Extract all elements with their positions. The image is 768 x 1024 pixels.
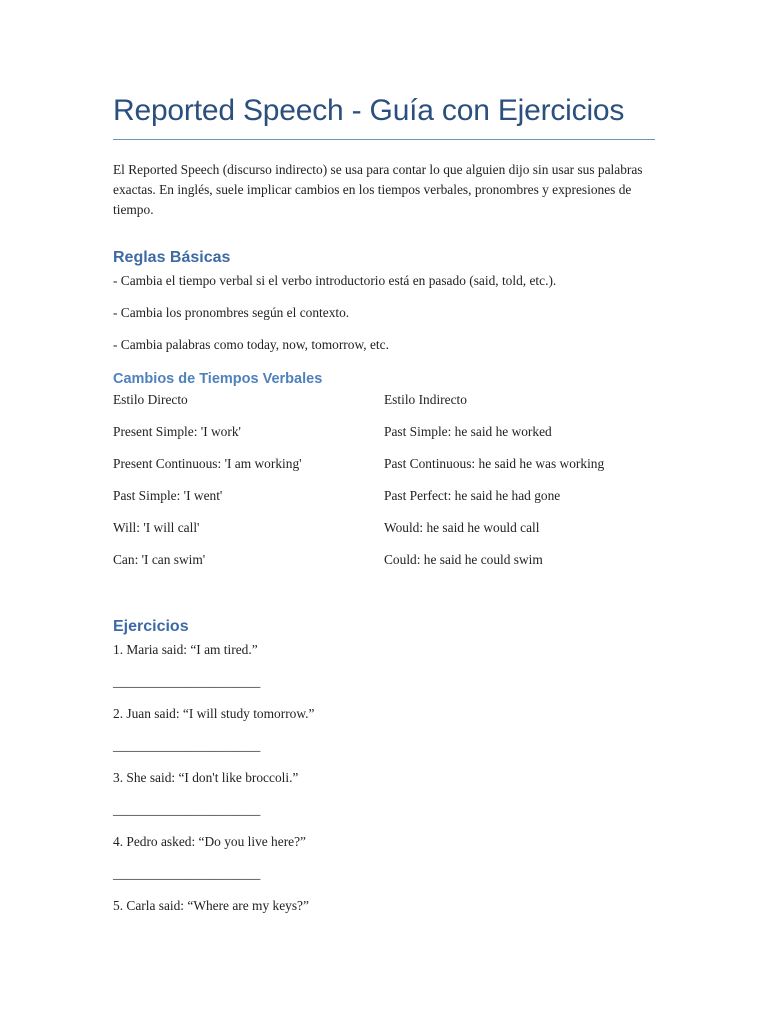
table-header-row xyxy=(113,392,655,424)
exercises-heading: Ejercicios xyxy=(113,618,189,635)
answer-blank[interactable]: ______________________ xyxy=(113,802,261,817)
exercise-item: 2. Juan said: “I will study tomorrow.” xyxy=(113,706,315,721)
table-cell: Present Simple: 'I work' xyxy=(113,424,241,439)
table-row xyxy=(113,424,655,456)
table-row xyxy=(113,552,655,584)
table-row xyxy=(113,456,655,488)
rule-item: - Cambia los pronombres según el contexto. xyxy=(113,305,350,320)
table-cell: Can: 'I can swim' xyxy=(113,552,206,567)
tenses-heading: Cambios de Tiempos Verbales xyxy=(113,371,323,387)
title-underline xyxy=(113,139,655,140)
intro-paragraph: El Reported Speech (discurso indirecto) se usa para contar lo que alguien dijo sin usar sus palabras exactas. En inglés, suele implicar cambios en los tiempos verbales, pronombres y expresiones de tiempo. xyxy=(113,162,643,217)
exercise-item: 4. Pedro asked: “Do you live here?” xyxy=(113,834,306,849)
table-cell: Will: 'I will call' xyxy=(113,520,200,535)
table-header-cell: Estilo Directo xyxy=(113,392,188,407)
table-cell: Would: he said he would call xyxy=(384,520,540,535)
table-row xyxy=(113,520,655,552)
document-title: Reported Speech - Guía con Ejercicios xyxy=(113,94,625,127)
answer-blank[interactable]: ______________________ xyxy=(113,674,261,689)
table-header-cell: Estilo Indirecto xyxy=(384,392,467,407)
table-cell: Past Simple: 'I went' xyxy=(113,488,223,503)
rule-item: - Cambia el tiempo verbal si el verbo introductorio está en pasado (said, told, etc.). xyxy=(113,273,557,288)
exercise-item: 3. She said: “I don't like broccoli.” xyxy=(113,770,299,785)
answer-blank[interactable]: ______________________ xyxy=(113,866,261,881)
exercise-item: 5. Carla said: “Where are my keys?” xyxy=(113,898,309,913)
table-cell: Past Simple: he said he worked xyxy=(384,424,552,439)
exercise-item: 1. Maria said: “I am tired.” xyxy=(113,642,258,657)
table-cell: Past Perfect: he said he had gone xyxy=(384,488,561,503)
rules-heading: Reglas Básicas xyxy=(113,249,231,266)
table-cell: Past Continuous: he said he was working xyxy=(384,456,605,471)
answer-blank[interactable]: ______________________ xyxy=(113,738,261,753)
table-row xyxy=(113,488,655,520)
table-cell: Could: he said he could swim xyxy=(384,552,543,567)
rule-item: - Cambia palabras como today, now, tomorrow, etc. xyxy=(113,337,389,352)
table-cell: Present Continuous: 'I am working' xyxy=(113,456,302,471)
